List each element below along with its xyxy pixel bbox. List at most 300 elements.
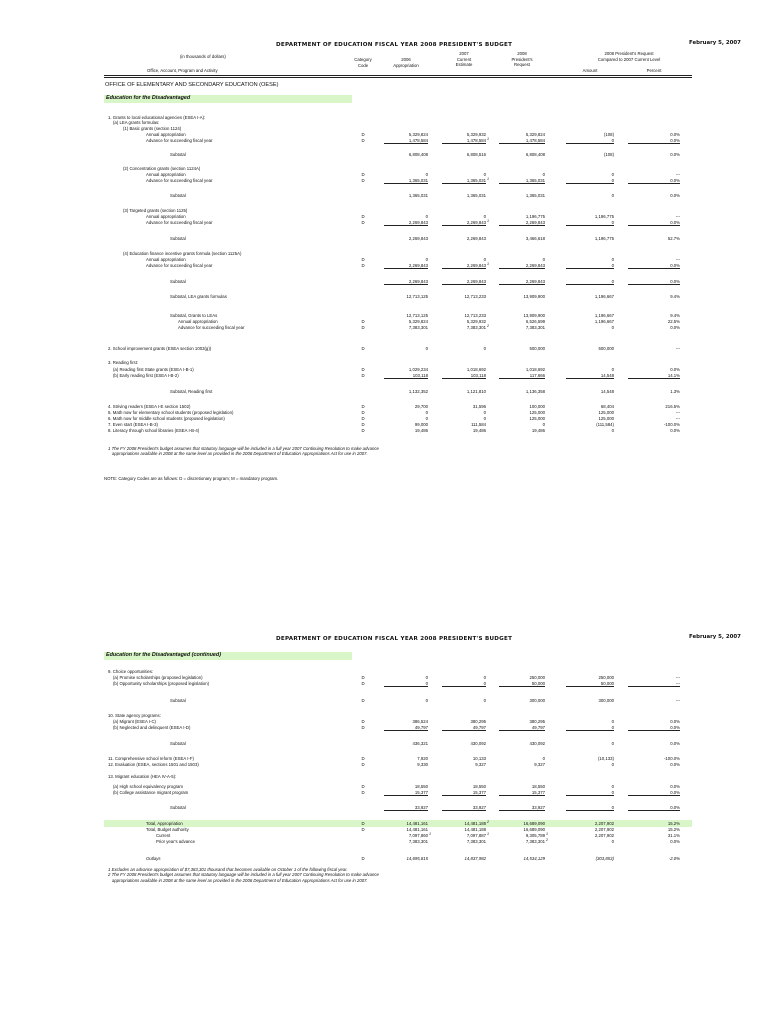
value-v06: 0 xyxy=(425,410,428,415)
footnote-marker: 2 xyxy=(487,324,489,328)
value-v07: 14,837,982 xyxy=(464,856,486,861)
value-v08: 500,000 xyxy=(529,346,545,351)
value-v06: 7,383,301 xyxy=(408,325,428,330)
category-code: D xyxy=(361,784,365,789)
value-v08: 3,466,618 xyxy=(525,236,545,241)
value-v06: 0 xyxy=(425,346,428,351)
value-amt: 1,196,667 xyxy=(594,319,614,324)
row-label: 5. Math now for elementary school students (proposed legislation) xyxy=(108,410,234,415)
value-pct: 0.0% xyxy=(670,839,680,844)
row-label: (b) Opportunity scholarships (proposed legislation) xyxy=(113,681,210,686)
value-amt: 125,000 xyxy=(598,416,614,421)
value-pct: 9.4% xyxy=(670,294,680,299)
category-code: D xyxy=(361,178,365,183)
value-pct: 0.0% xyxy=(670,428,680,433)
value-v06: 14,481,161 xyxy=(406,827,428,832)
value-pct: --- xyxy=(675,214,680,219)
value-v06: 1,365,031 xyxy=(384,178,428,184)
category-code: D xyxy=(361,428,365,433)
value-v06: 0 xyxy=(425,698,428,703)
row-label: Annual appropriation xyxy=(178,319,218,324)
value-pct: 0.0% xyxy=(670,132,680,137)
value-v08: 430,092 xyxy=(529,741,545,746)
value-amt: 0 xyxy=(566,725,614,731)
value-v07: 33,927 xyxy=(442,805,486,811)
amount-header: Amount xyxy=(582,68,598,73)
row-label: (1) Basic grants (section 1124) xyxy=(123,126,182,131)
row-label: Advance for succeeding fiscal year xyxy=(178,325,245,330)
category-code: D xyxy=(361,263,365,268)
row-label: Advance for succeeding fiscal year xyxy=(146,178,213,183)
value-amt: 125,000 xyxy=(598,410,614,415)
value-amt: 0 xyxy=(566,178,614,184)
page-title: DEPARTMENT OF EDUCATION FISCAL YEAR 2008 PRESIDENT'S BUDGET xyxy=(276,42,513,48)
row-label: Advance for succeeding fiscal year xyxy=(146,220,213,225)
row-label: 11. Comprehensive school reform (ESEA I-F) xyxy=(108,756,194,761)
value-v08: 6,526,599 xyxy=(525,319,545,324)
value-amt: 0 xyxy=(611,784,614,789)
value-v07: 0 xyxy=(483,416,486,421)
value-v08: 1,196,775 xyxy=(525,214,545,219)
row-label: 3. Reading first: xyxy=(108,360,139,365)
value-v08: 7,383,301 xyxy=(525,325,545,330)
value-v06: 7,097,860 xyxy=(408,833,428,838)
value-v08: 13,909,900 xyxy=(523,313,545,318)
value-v08: 50,000 xyxy=(499,681,545,687)
value-v08: 7,383,301 xyxy=(525,839,545,844)
value-amt: 1,196,667 xyxy=(594,313,614,318)
value-pct: --- xyxy=(675,172,680,177)
row-label: Advance for succeeding fiscal year xyxy=(146,263,213,268)
category-code: D xyxy=(361,856,365,861)
value-v06: 12,713,125 xyxy=(406,313,428,318)
value-v06: 12,713,125 xyxy=(406,294,428,299)
value-pct: 22.5% xyxy=(667,319,680,324)
row-label: Total, Budget authority xyxy=(146,827,189,832)
row-label: 10. State agency programs: xyxy=(108,713,161,718)
value-pct: 15.2% xyxy=(667,827,680,832)
row-label: Annual appropriation xyxy=(146,257,186,262)
row-label: (a) Reading first State grants (ESEA I-B-1) xyxy=(113,367,194,372)
value-v06: 0 xyxy=(425,214,428,219)
value-amt: 500,000 xyxy=(598,346,614,351)
value-amt: 0 xyxy=(566,279,614,285)
value-v06: 9,330 xyxy=(417,762,428,767)
row-label: Advance for succeeding fiscal year xyxy=(146,138,213,143)
category-code: D xyxy=(361,827,365,832)
value-pct: 0.0% xyxy=(670,741,680,746)
footnote-marker: 1 xyxy=(487,137,489,141)
value-pct: 0.0% xyxy=(628,178,680,184)
category-code: D xyxy=(361,138,365,143)
value-v06: 7,383,301 xyxy=(408,839,428,844)
value-v08: 0 xyxy=(542,756,545,761)
value-amt: 250,000 xyxy=(598,675,614,680)
value-amt: 300,000 xyxy=(598,698,614,703)
value-pct: 0.0% xyxy=(628,263,680,269)
value-v08: 1,478,584 xyxy=(499,138,545,144)
footnote-marker: 1 xyxy=(487,832,489,836)
value-pct: --- xyxy=(675,410,680,415)
value-v07: 1,365,031 xyxy=(442,178,486,184)
value-v08: 49,797 xyxy=(499,725,545,731)
footnote-marker: 1 xyxy=(487,219,489,223)
value-v06: 7,920 xyxy=(417,756,428,761)
value-v07: 18,550 xyxy=(472,784,486,789)
value-v06: 2,269,843 xyxy=(384,220,428,226)
row-label: Subtotal xyxy=(170,279,186,284)
value-v07: 2,269,843 xyxy=(442,279,486,285)
category-code: D xyxy=(361,725,365,730)
value-amt: (303,853) xyxy=(595,856,614,861)
value-pct: -100.0% xyxy=(663,756,680,761)
value-v07: 0 xyxy=(483,214,486,219)
row-label: 8. Literacy through school libraries (ESEA I-B-4) xyxy=(108,428,200,433)
value-v07: 1,365,031 xyxy=(466,193,486,198)
value-v08: 15,377 xyxy=(499,790,545,796)
value-pct: --- xyxy=(675,675,680,680)
value-v08: 16,689,090 xyxy=(523,821,545,826)
value-v07: 2,269,843 xyxy=(466,236,486,241)
value-v06: 1,132,352 xyxy=(408,389,428,394)
value-v07: 2,269,843 xyxy=(442,263,486,269)
value-amt: (111,584) xyxy=(596,422,614,427)
footnote-marker: 1 xyxy=(487,262,489,266)
value-v06: 5,329,824 xyxy=(408,132,428,137)
value-v06: 14,481,161 xyxy=(406,821,428,826)
value-v07: 1,478,584 xyxy=(442,138,486,144)
category-code: D xyxy=(361,756,365,761)
value-v08: 1,365,031 xyxy=(499,178,545,184)
value-v06: 99,000 xyxy=(414,422,428,427)
row-label: (3) Targeted grants (section 1125) xyxy=(123,208,188,213)
row-label: Subtotal, Grants to LEAs xyxy=(170,313,218,318)
value-v07: 380,295 xyxy=(470,719,486,724)
value-v08: 1,365,031 xyxy=(525,193,545,198)
value-amt: 68,404 xyxy=(600,404,614,409)
value-v08: 0 xyxy=(542,257,545,262)
value-v06: 5,329,824 xyxy=(408,319,428,324)
value-pct: 15.2% xyxy=(667,821,680,826)
value-v06: 1,365,031 xyxy=(408,193,428,198)
page2-footnotes: 1 Excludes an advance appropriation of $7,383,301 thousand that becomes available on October 1 of the following fiscal year. 2 The FY 2008 President's budget assumes that statutory language will be included in a full year 2007 Continuing Resolution to make advance appropriations available in 2008 at the same level as provided in the 2006 Department of Education Appropriations Act for use in 2007. xyxy=(108,867,379,883)
footnote-marker: 2 xyxy=(487,820,489,824)
units-label: (in thousands of dollars) xyxy=(180,54,226,59)
value-v08: 9,327 xyxy=(534,762,545,767)
value-v07: 0 xyxy=(442,681,486,687)
value-v08: 380,295 xyxy=(529,719,545,724)
row-label: Subtotal xyxy=(170,152,186,157)
value-v07: 49,797 xyxy=(442,725,486,731)
value-v06: 2,269,843 xyxy=(384,279,428,285)
row-label: Annual appropriation xyxy=(146,132,186,137)
value-v07: 0 xyxy=(483,698,486,703)
value-v08: 19,486 xyxy=(531,428,545,433)
category-code: D xyxy=(361,422,365,427)
value-v08: 300,000 xyxy=(529,698,545,703)
value-v07: 15,377 xyxy=(442,790,486,796)
value-v06: 1,029,234 xyxy=(408,367,428,372)
value-v07: 7,097,887 xyxy=(466,833,486,838)
value-pct: 0.0% xyxy=(628,279,680,285)
row-label: Subtotal, LEA grants formulas xyxy=(170,294,227,299)
value-amt: 0 xyxy=(611,193,614,198)
category-code: D xyxy=(361,719,365,724)
value-v07: 2,269,843 xyxy=(442,220,486,226)
value-v06: 2,269,843 xyxy=(384,263,428,269)
value-pct: --- xyxy=(628,681,680,687)
value-amt: 0 xyxy=(611,839,614,844)
value-amt: 2,207,902 xyxy=(594,827,614,832)
footnote: 1 The FY 2008 President's budget assumes that statutory language will be included in a full year 2007 Continuing Resolution to make advance appropriations available in 2008 at the same level as provided in the 2006 Department of Education Appropriations Act for use in 2007. xyxy=(108,446,379,457)
value-pct: 52.7% xyxy=(667,236,680,241)
value-pct: 0.0% xyxy=(628,138,680,144)
value-v07: 430,092 xyxy=(470,741,486,746)
value-pct: 1.3% xyxy=(670,389,680,394)
value-pct: 0.0% xyxy=(628,220,680,226)
category-code: D xyxy=(361,367,365,372)
value-amt: 0 xyxy=(566,790,614,796)
value-pct: 0.0% xyxy=(670,367,680,372)
row-label: (2) Concentration grants (section 1124A) xyxy=(123,166,201,171)
category-code: D xyxy=(361,404,365,409)
row-label: (b) Early reading first (ESEA I-B-2) xyxy=(113,373,179,378)
value-pct: 0.0% xyxy=(670,784,680,789)
category-code: D xyxy=(361,762,365,767)
footnote-marker: 2 xyxy=(546,838,548,842)
value-v07: 7,383,301 xyxy=(466,839,486,844)
row-label: Outlays xyxy=(146,856,161,861)
value-pct: 0.0% xyxy=(628,725,680,731)
col-2007-header: 2007 Current Estimate xyxy=(455,51,473,68)
row-label: 13. Migrant education (HEA IV-A-5): xyxy=(108,774,177,779)
row-label: (b) College assistance migrant program xyxy=(113,790,189,795)
value-v07: 9,327 xyxy=(475,762,486,767)
value-v08: 125,000 xyxy=(529,410,545,415)
value-amt: 14,548 xyxy=(600,389,614,394)
row-label: Annual appropriation xyxy=(146,172,186,177)
value-v07: 31,596 xyxy=(472,404,486,409)
value-v08: 6,808,408 xyxy=(525,152,545,157)
value-v07: 10,133 xyxy=(472,756,486,761)
category-code: D xyxy=(361,698,365,703)
value-v06: 18,550 xyxy=(414,784,428,789)
value-v07: 0 xyxy=(483,346,486,351)
value-pct: 31.1% xyxy=(667,833,680,838)
value-v07: 0 xyxy=(483,172,486,177)
row-label: Subtotal xyxy=(170,698,186,703)
page2-date: February 5, 2007 xyxy=(689,634,741,640)
value-v07: 5,329,932 xyxy=(466,132,486,137)
value-v08: 0 xyxy=(542,172,545,177)
category-code: D xyxy=(361,373,365,378)
value-amt: 0 xyxy=(611,719,614,724)
value-v06: 29,700 xyxy=(414,404,428,409)
category-code: D xyxy=(361,132,365,137)
page-date: February 5, 2007 xyxy=(689,40,741,46)
comparison-header: 2008 President's Request Compared to 2007 Current Level xyxy=(597,51,661,62)
value-amt: (108) xyxy=(603,132,614,137)
row-label: Prior year's advance xyxy=(156,839,196,844)
category-code-note: NOTE: Category Codes are as follows: D = discretionary program; M = mandatory program. xyxy=(104,476,279,481)
value-amt: 0 xyxy=(611,741,614,746)
value-v07: 0 xyxy=(483,675,486,680)
percent-header: Percent xyxy=(646,68,662,73)
value-v06: 436,321 xyxy=(412,741,428,746)
value-amt: 0 xyxy=(611,428,614,433)
value-pct: 9.4% xyxy=(670,313,680,318)
value-v06: 386,524 xyxy=(412,719,428,724)
value-v08: 33,927 xyxy=(499,805,545,811)
col-2008-header: 2008 President's Request xyxy=(511,51,533,68)
value-v06: 1,478,584 xyxy=(384,138,428,144)
value-v06: 19,486 xyxy=(414,428,428,433)
value-pct: -2.0% xyxy=(668,856,680,861)
value-pct: 216.5% xyxy=(665,404,680,409)
category-code: D xyxy=(361,416,365,421)
row-label: (a) Migrant (ESEA I-C) xyxy=(113,719,156,724)
row-label: Subtotal xyxy=(170,193,186,198)
value-v08: 16,689,090 xyxy=(523,827,545,832)
value-v06: 49,797 xyxy=(384,725,428,731)
row-label: 9. Choice opportunities: xyxy=(108,669,154,674)
value-amt: 50,000 xyxy=(566,681,614,687)
value-amt: 0 xyxy=(566,138,614,144)
value-pct: --- xyxy=(675,257,680,262)
row-label: (4) Education finance incentive grants formula (section 1125A) xyxy=(123,251,242,256)
footnote-marker: 1 xyxy=(487,177,489,181)
value-v08: 2,269,843 xyxy=(499,220,545,226)
value-v06: 33,927 xyxy=(384,805,428,811)
category-code: D xyxy=(361,821,365,826)
value-amt: 0 xyxy=(566,220,614,226)
row-label: (a) LEA grants formulas: xyxy=(113,120,160,125)
value-pct: --- xyxy=(675,346,680,351)
value-amt: 0 xyxy=(611,257,614,262)
value-amt: 1,196,775 xyxy=(594,214,614,219)
value-amt: 0 xyxy=(566,805,614,811)
section-title: Education for the Disadvantaged xyxy=(106,95,191,101)
value-v08: 5,329,824 xyxy=(525,132,545,137)
value-amt: 0 xyxy=(611,762,614,767)
row-label: Annual appropriation xyxy=(146,214,186,219)
value-v06: 0 xyxy=(425,257,428,262)
value-v06: 15,377 xyxy=(384,790,428,796)
row-label: Subtotal xyxy=(170,741,186,746)
category-code: D xyxy=(361,220,365,225)
category-code: D xyxy=(361,257,365,262)
value-amt: (108) xyxy=(603,152,614,157)
value-v06: 6,808,408 xyxy=(408,152,428,157)
value-v06: 0 xyxy=(425,172,428,177)
value-v08: 125,000 xyxy=(529,416,545,421)
row-label: Subtotal, Reading first xyxy=(170,389,213,394)
footnote-marker: 1 xyxy=(546,832,548,836)
page2-title: DEPARTMENT OF EDUCATION FISCAL YEAR 2008 PRESIDENT'S BUDGET xyxy=(276,636,513,642)
category-code: D xyxy=(361,790,365,795)
value-amt: 2,207,902 xyxy=(594,833,614,838)
value-pct: 0.0% xyxy=(670,762,680,767)
value-v07: 19,486 xyxy=(472,428,486,433)
row-label: 12. Evaluation (ESEA, sections 1501 and 1503) xyxy=(108,762,199,767)
value-v07: 7,383,301 xyxy=(466,325,486,330)
value-amt: 14,548 xyxy=(566,373,614,379)
value-v06: 0 xyxy=(384,681,428,687)
value-pct: --- xyxy=(675,698,680,703)
value-v08: 1,018,692 xyxy=(525,367,545,372)
value-v08: 2,269,843 xyxy=(499,279,545,285)
row-label: Total, Appropriation xyxy=(146,821,183,826)
row-label: Subtotal xyxy=(170,805,186,810)
value-v07: 0 xyxy=(483,257,486,262)
value-amt: 2,207,902 xyxy=(594,821,614,826)
row-label: 6. Math now for middle school students (proposed legislation) xyxy=(108,416,225,421)
value-v08: 9,305,789 xyxy=(525,833,545,838)
row-label: Subtotal xyxy=(170,236,186,241)
category-code: D xyxy=(361,681,365,686)
value-v08: 14,534,129 xyxy=(523,856,545,861)
value-v06: 2,269,843 xyxy=(408,236,428,241)
value-v07: 103,118 xyxy=(442,373,486,379)
value-pct: 0.0% xyxy=(628,790,680,796)
value-pct: 0.0% xyxy=(670,193,680,198)
category-code: D xyxy=(361,319,365,324)
office-column-header: Office, Account, Program and Activity xyxy=(147,68,218,73)
value-pct: 14.1% xyxy=(628,373,680,379)
value-v07: 6,808,516 xyxy=(466,152,486,157)
value-v06: 14,695,815 xyxy=(406,856,428,861)
row-label: (b) Neglected and delinquent (ESEA I-D) xyxy=(113,725,191,730)
value-v08: 2,269,843 xyxy=(499,263,545,269)
row-label: 1. Grants to local educational agencies (ESEA I-A): xyxy=(108,115,206,120)
row-label: 2. School improvement grants (ESEA section 1003(g)) xyxy=(108,346,212,351)
footnote-marker: 1 xyxy=(429,832,431,836)
value-v07: 14,481,188 xyxy=(464,827,486,832)
value-amt: 0 xyxy=(611,172,614,177)
value-v07: 14,481,188 xyxy=(464,821,486,826)
value-v08: 13,909,900 xyxy=(523,294,545,299)
row-label: Current xyxy=(156,833,171,838)
section-title-continued: Education for the Disadvantaged (continued) xyxy=(106,652,222,658)
value-v07: 1,018,692 xyxy=(466,367,486,372)
value-v08: 18,550 xyxy=(531,784,545,789)
value-v06: 0 xyxy=(425,416,428,421)
value-v08: 100,000 xyxy=(529,404,545,409)
value-amt: (10,133) xyxy=(597,756,614,761)
category-code: D xyxy=(361,214,365,219)
value-v07: 0 xyxy=(483,410,486,415)
value-amt: 0 xyxy=(611,367,614,372)
col-2006-header: 2006 Appropriation xyxy=(393,57,419,68)
value-pct: --- xyxy=(675,416,680,421)
value-amt: 0 xyxy=(611,325,614,330)
row-label: (a) Promise scholarships (proposed legislation) xyxy=(113,675,203,680)
value-v07: 111,584 xyxy=(471,422,486,427)
value-pct: 0.0% xyxy=(628,805,680,811)
value-v08: 0 xyxy=(542,422,545,427)
category-code-header: Category Code xyxy=(354,57,372,68)
value-amt: 0 xyxy=(566,263,614,269)
category-code: D xyxy=(361,346,365,351)
value-v07: 5,329,932 xyxy=(466,319,486,324)
category-code: D xyxy=(361,675,365,680)
category-code: D xyxy=(361,410,365,415)
value-v07: 12,713,233 xyxy=(464,313,486,318)
value-pct: 0.0% xyxy=(670,325,680,330)
value-v06: 103,118 xyxy=(384,373,428,379)
value-pct: 0.0% xyxy=(670,152,680,157)
category-code: D xyxy=(361,172,365,177)
